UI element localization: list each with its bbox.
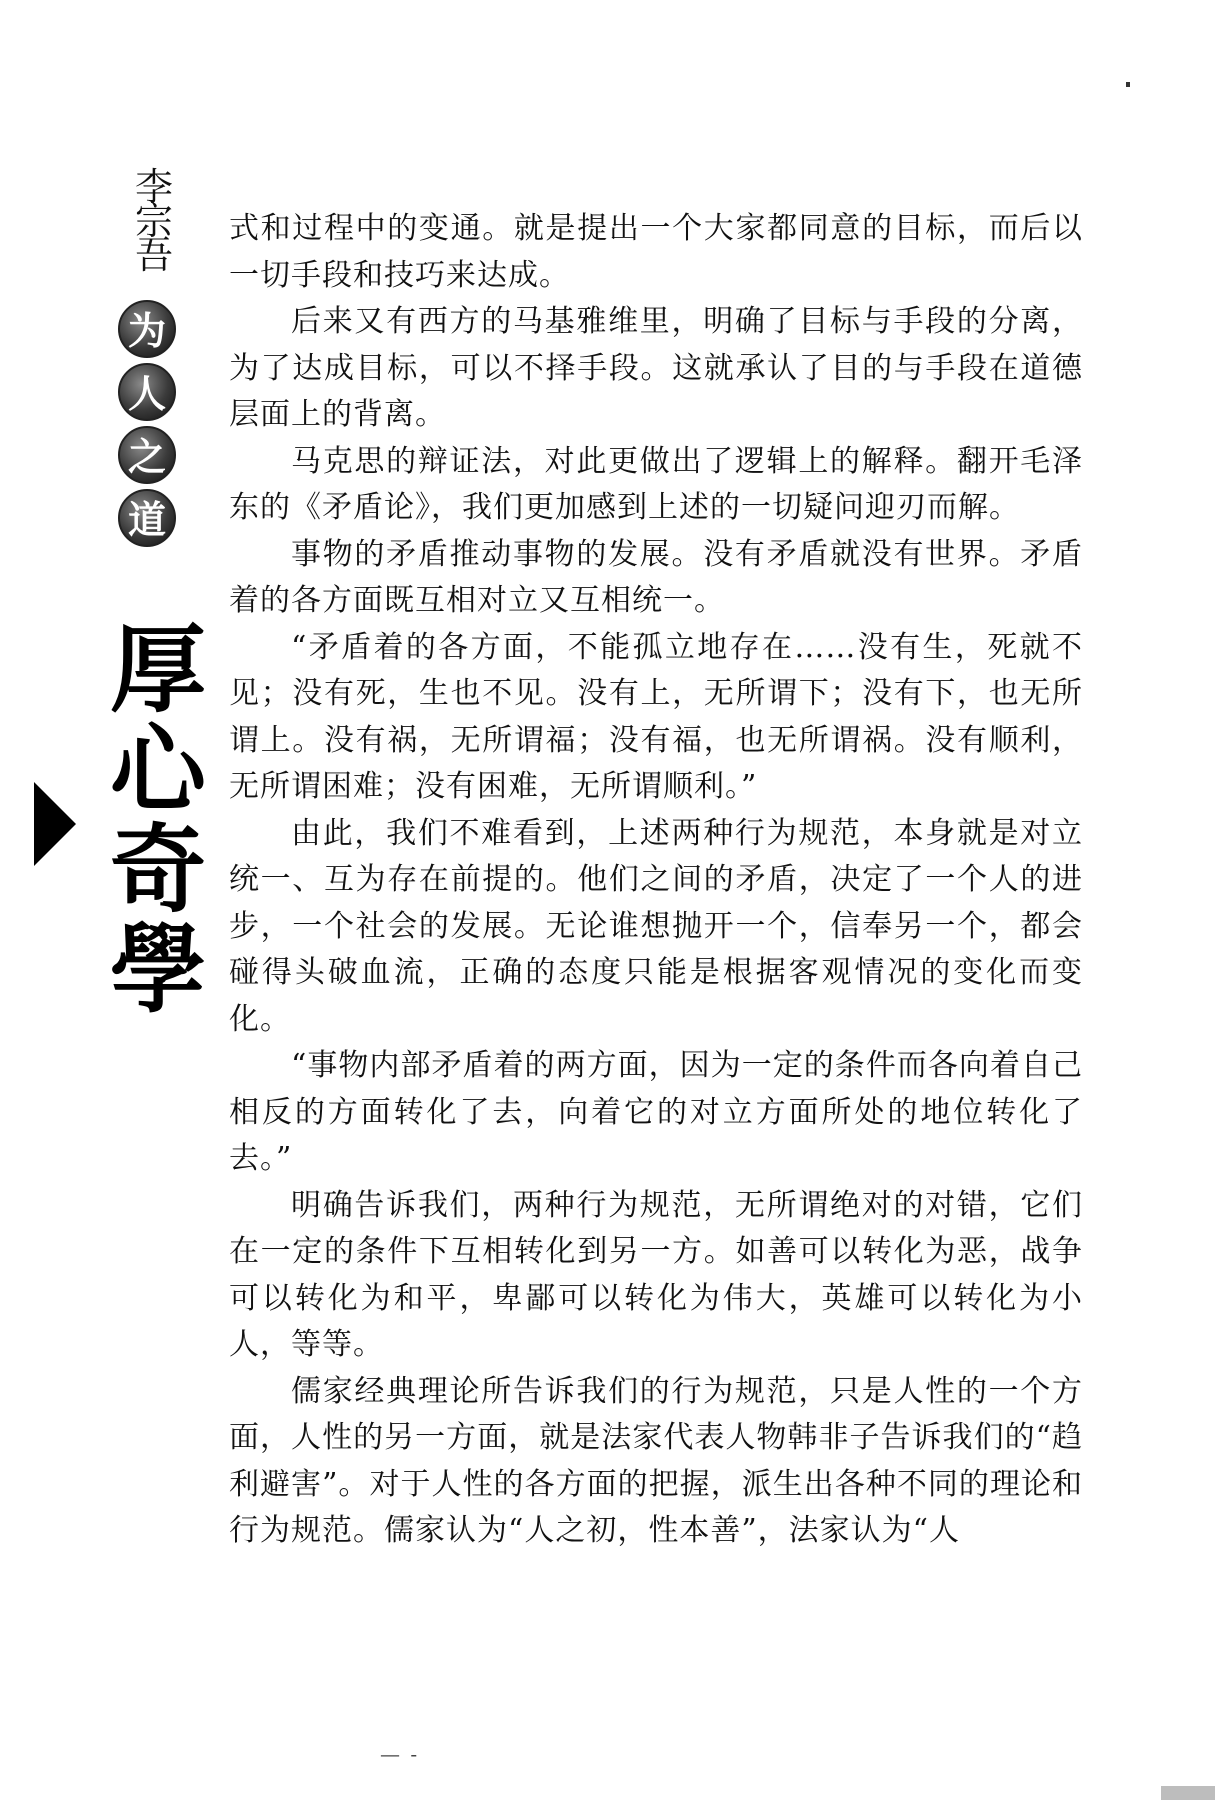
title-char: 心 (110, 713, 206, 826)
paragraph: 式和过程中的变通。就是提出一个大家都同意的目标，而后以一切手段和技巧来达成。 (229, 211, 1083, 293)
page-footer-mark: — - (380, 1742, 420, 1766)
circle-char: 为 (118, 300, 176, 358)
book-title-vertical (108, 613, 208, 1026)
author-name-vertical (132, 165, 176, 277)
paragraph: 儒家经典理论所告诉我们的行为规范，只是人性的一个方面，人性的另一方面，就是法家代表人物韩非子告诉我们的“趋利避害”。对于人性的各方面的把握，派生出各种不同的理论和行为规范。儒家认为“人之初，性本善”，法家认为“人 (229, 1373, 1083, 1548)
scan-edge-mark (1161, 1786, 1215, 1800)
paragraph: 由此，我们不难看到，上述两种行为规范，本身就是对立统一、互为存在前提的。他们之间的矛盾，决定了一个人的进步，一个社会的发展。无论谁想抛开一个，信奉另一个，都会碰得头破血流，正确的态度只能是根据客观情况的变化而变化。 (229, 815, 1083, 1037)
author-char: 宗 (134, 199, 173, 243)
circle-char: 之 (118, 426, 176, 484)
series-title-circles (118, 300, 184, 552)
circle-char: 人 (118, 363, 176, 421)
title-char: 厚 (110, 613, 206, 726)
paragraph: 事物的矛盾推动事物的发展。没有矛盾就没有世界。矛盾着的各方面既互相对立又互相统一。 (229, 536, 1083, 618)
paragraph-quote: “矛盾着的各方面，不能孤立地存在……没有生，死就不见；没有死，生也不见。没有上，无所谓下；没有下，也无所谓上。没有祸，无所谓福；没有福，也无所谓祸。没有顺利，无所谓困难；没有困难，无所谓顺利。” (229, 629, 1083, 804)
section-marker-triangle-icon (34, 782, 76, 866)
title-char: 學 (110, 913, 206, 1026)
scan-speck (1126, 82, 1130, 87)
paragraph-quote: “事物内部矛盾着的两方面，因为一定的条件而各向着自己相反的方面转化了去，向着它的对立方面所处的地位转化了去。” (229, 1048, 1083, 1176)
title-char: 奇 (110, 813, 206, 926)
circle-char: 道 (118, 489, 176, 547)
author-char: 李 (134, 165, 173, 209)
main-text-body (229, 206, 1083, 1555)
paragraph: 明确告诉我们，两种行为规范，无所谓绝对的对错，它们在一定的条件下互相转化到另一方。如善可以转化为恶，战争可以转化为和平，卑鄙可以转化为伟大，英雄可以转化为小人，等等。 (229, 1187, 1083, 1362)
paragraph: 后来又有西方的马基雅维里，明确了目标与手段的分离，为了达成目标，可以不择手段。这就承认了目的与手段在道德层面上的背离。 (229, 304, 1083, 432)
paragraph: 马克思的辩证法，对此更做出了逻辑上的解释。翻开毛泽东的《矛盾论》，我们更加感到上述的一切疑问迎刃而解。 (229, 443, 1083, 525)
author-char: 吾 (134, 233, 173, 277)
